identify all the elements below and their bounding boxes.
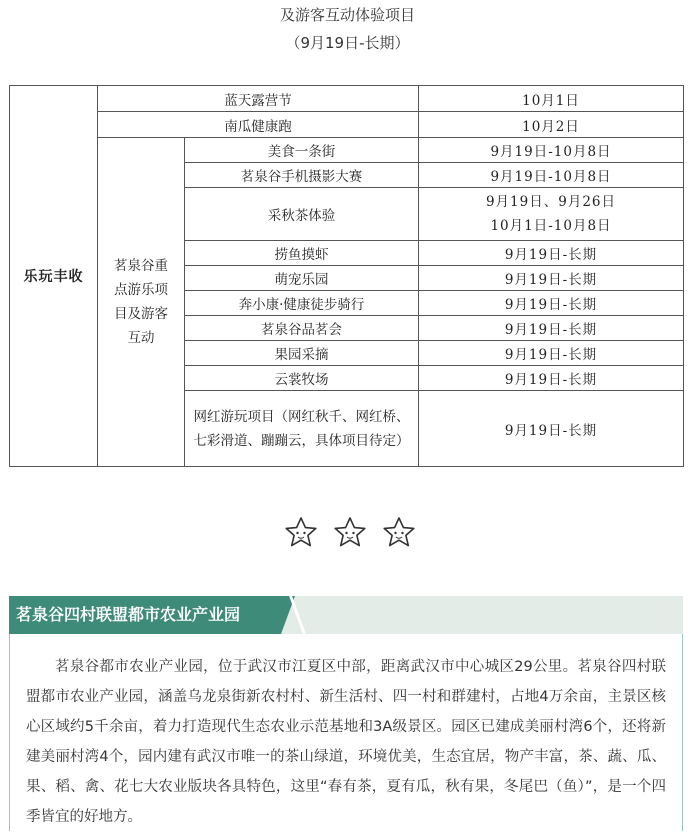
- activity-date-line: 10月1日-10月8日: [490, 218, 612, 234]
- table-row: [10, 112, 684, 138]
- activity-name: 奔小康·健康徒步骑行: [185, 291, 419, 316]
- activity-date: 9月19日-长期: [419, 391, 684, 467]
- schedule-table: [9, 85, 684, 467]
- star-icon: [286, 518, 316, 546]
- activity-date: 9月19日-长期: [419, 266, 684, 291]
- table-row: [10, 86, 684, 112]
- activity-date: 10月1日: [419, 86, 684, 112]
- activity-date: 9月19日-10月8日: [419, 138, 684, 163]
- activity-name-multi: 网红游玩项目（网红秋千、网红桥、七彩滑道、蹦蹦云，具体项目待定）: [185, 391, 419, 467]
- activity-date-line: 9月19日、9月26日: [485, 194, 617, 210]
- section-paragraph: 茗泉谷都市农业产业园，位于武汉市江夏区中部，距离武汉市中心城区29公里。茗泉谷四村联盟都市农业产业园，涵盖乌龙泉街新农村村、新生活村、四一村和群建村，占地4万余亩，主景区核心区域约5千余亩，着力打造现代生态农业示范基地和3A级景区。园区已建成美丽村湾6个，还将新建美丽村湾4个，园内建有武汉市唯一的茶山绿道，环境优美，生态宜居，物产丰富，茶、蔬、瓜、果、稻、禽、花七大农业版块各具特色，这里“春有茶，夏有瓜，秋有果，冬尾巴（鱼）”，是一个四季皆宜的好地方。: [26, 659, 666, 825]
- activity-date: 9月19日-10月8日: [419, 163, 684, 188]
- group-label-cell: 茗泉谷重点游乐项目及游客互动: [98, 138, 185, 467]
- star-icon: [335, 518, 365, 546]
- activity-name: 南瓜健康跑: [98, 112, 419, 138]
- activity-name: 捞鱼摸虾: [185, 241, 419, 266]
- header-title-line: 及游客互动体验项目: [279, 6, 415, 24]
- activity-name: 萌宠乐园: [185, 266, 419, 291]
- activity-date-multi: [419, 188, 684, 241]
- activity-name: 蓝天露营节: [98, 86, 419, 112]
- activity-date: 9月19日-长期: [419, 341, 684, 366]
- category-cell: 乐玩丰收: [10, 86, 98, 467]
- table-row: [10, 138, 684, 163]
- activity-name: 美食一条街: [185, 138, 419, 163]
- activity-date: 9月19日-长期: [419, 241, 684, 266]
- star-divider: [280, 510, 420, 554]
- header-date-line: （9月19日-长期）: [285, 34, 410, 52]
- activity-date: 9月19日-长期: [419, 366, 684, 391]
- section-body: [9, 634, 683, 831]
- activity-name: 茗泉谷品茗会: [185, 316, 419, 341]
- activity-name: 云裳牧场: [185, 366, 419, 391]
- section-title: 茗泉谷四村联盟都市农业产业园: [9, 596, 281, 634]
- activity-name: 果园采摘: [185, 341, 419, 366]
- activity-name: 采秋茶体验: [185, 188, 419, 241]
- star-icon: [384, 518, 414, 546]
- activity-date: 9月19日-长期: [419, 291, 684, 316]
- activity-date: 9月19日-长期: [419, 316, 684, 341]
- activity-date: 10月2日: [419, 112, 684, 138]
- section-banner: [9, 596, 683, 634]
- activity-name: 茗泉谷手机摄影大赛: [185, 163, 419, 188]
